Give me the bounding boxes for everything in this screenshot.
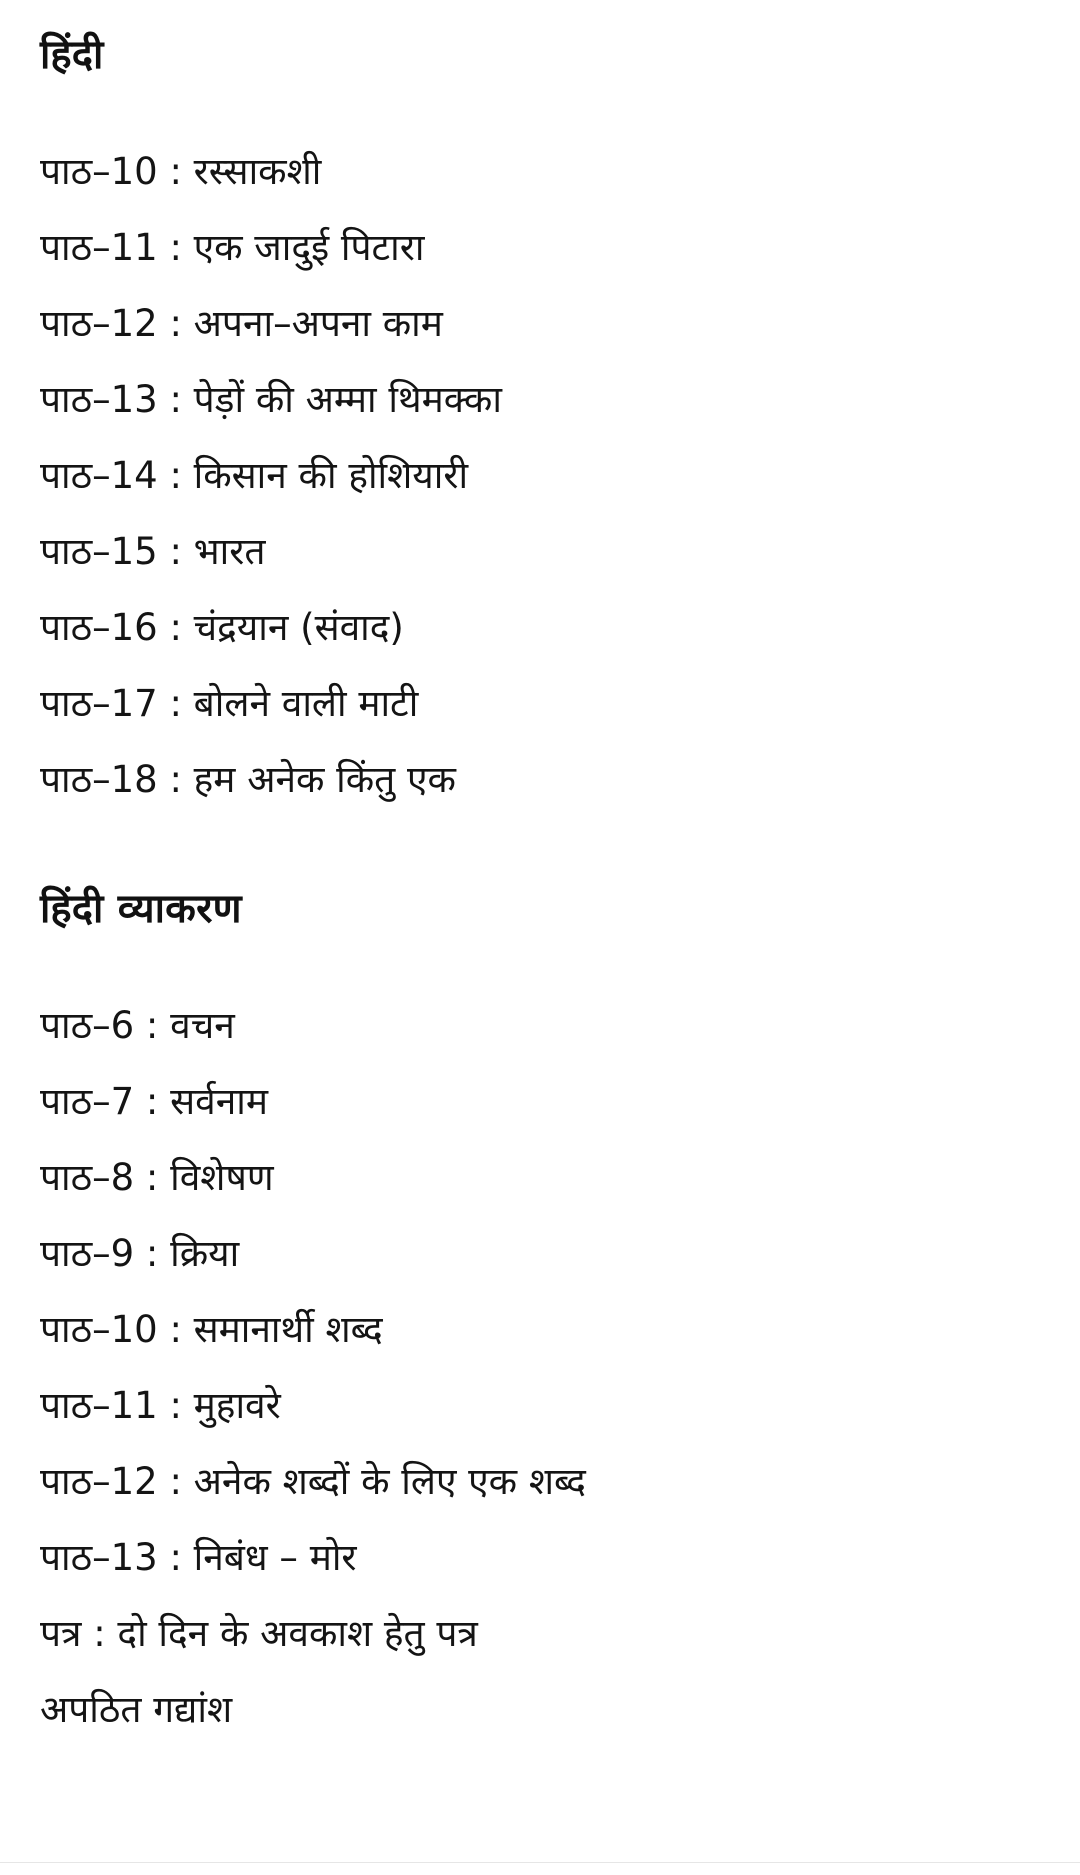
spacer-after-hindi-title — [40, 82, 1040, 134]
lesson-list-hindi-vyakaran — [40, 988, 1040, 1748]
list-item: पाठ–13 : निबंध – मोर — [40, 1536, 357, 1579]
list-item: पाठ–10 : समानार्थी शब्द — [40, 1308, 383, 1351]
list-item: पत्र : दो दिन के अवकाश हेतु पत्र — [40, 1612, 478, 1655]
list-item: पाठ–6 : वचन — [40, 1004, 235, 1047]
section-hindi — [40, 28, 1040, 818]
list-item: पाठ–10 : रस्साकशी — [40, 150, 322, 193]
list-item: पाठ–9 : क्रिया — [40, 1232, 240, 1275]
section-hindi-vyakaran — [40, 882, 1040, 1748]
spacer-between-sections — [40, 818, 1040, 882]
list-item: पाठ–18 : हम अनेक किंतु एक — [40, 758, 456, 801]
list-item: पाठ–17 : बोलने वाली माटी — [40, 682, 419, 725]
list-item: पाठ–8 : विशेषण — [40, 1156, 274, 1199]
list-item: पाठ–12 : अपना–अपना काम — [40, 302, 443, 345]
spacer-after-vyakaran-title — [40, 936, 1040, 988]
list-item: पाठ–11 : मुहावरे — [40, 1384, 281, 1427]
list-item: पाठ–12 : अनेक शब्दों के लिए एक शब्द — [40, 1460, 586, 1503]
list-item: अपठित गद्यांश — [40, 1688, 233, 1731]
list-item: पाठ–13 : पेड़ों की अम्मा थिमक्का — [40, 378, 502, 421]
section-title-hindi: हिंदी — [40, 32, 104, 78]
list-item: पाठ–7 : सर्वनाम — [40, 1080, 268, 1123]
list-item: पाठ–14 : किसान की होशियारी — [40, 454, 469, 497]
section-title-hindi-vyakaran: हिंदी व्याकरण — [40, 886, 242, 932]
lesson-list-hindi — [40, 134, 1040, 818]
bottom-divider — [0, 1862, 1080, 1863]
list-item: पाठ–15 : भारत — [40, 530, 266, 573]
list-item: पाठ–11 : एक जादुई पिटारा — [40, 226, 425, 269]
list-item: पाठ–16 : चंद्रयान (संवाद) — [40, 606, 404, 649]
